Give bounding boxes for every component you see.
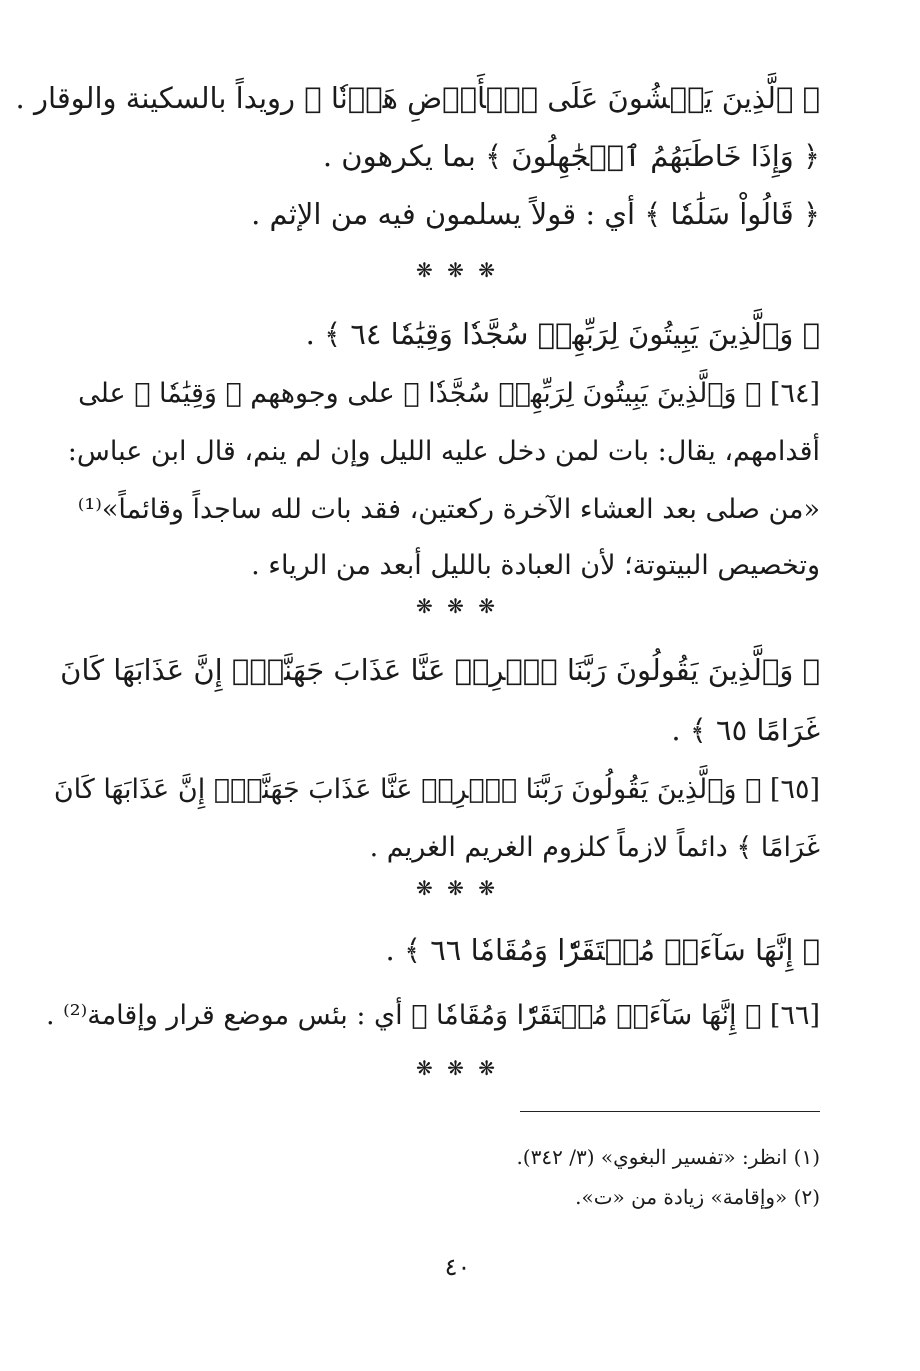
verse-line-walk-humbly: ﴿ ٱلَّذِينَ يَمۡشُونَ عَلَى ٱلۡأَرۡضِ هَوۡنٗا ﴾ رويداً بالسكينة والوقار .	[15, 81, 820, 115]
verse-64: ﴿ وَٱلَّذِينَ يَبِيتُونَ لِرَبِّهِمۡ سُجَّدٗا وَقِيَٰمٗا ٦٤ ﴾ .	[305, 317, 820, 351]
verse-line-say-peace: ﴿ قَالُواْ سَلَٰمٗا ﴾ أي : قولاً يسلمون فيه من الإثم .	[251, 197, 820, 231]
commentary-65-line-2: غَرَامًا ﴾ دائماً لازماً كلزوم الغريم الغريم .	[369, 832, 820, 863]
commentary-64-line-4: وتخصيص البيتوتة؛ لأن العبادة بالليل أبعد من الرياء .	[251, 550, 820, 581]
section-separator: ❋ ❋ ❋	[416, 1056, 499, 1080]
footnote-separator	[520, 1111, 820, 1112]
section-separator: ❋ ❋ ❋	[416, 876, 499, 900]
commentary-64-line-3: «من صلى بعد العشاء الآخرة ركعتين، فقد بات لله ساجداً وقائماً»⁽¹⁾	[77, 494, 820, 525]
book-page	[15, 62, 820, 1322]
section-separator: ❋ ❋ ❋	[416, 258, 499, 282]
footnote-2: (٢) «وإقامة» زيادة من «ت».	[575, 1185, 820, 1209]
verse-65-line-1: ﴿ وَٱلَّذِينَ يَقُولُونَ رَبَّنَا ٱصۡرِفۡ عَنَّا عَذَابَ جَهَنَّمَۖ إِنَّ عَذَابَهَا كَانَ	[60, 653, 820, 687]
verse-65-line-2: غَرَامًا ٦٥ ﴾ .	[671, 713, 820, 747]
verse-66: ﴿ إِنَّهَا سَآءَتۡ مُسۡتَقَرّٗا وَمُقَامٗا ٦٦ ﴾ .	[385, 933, 820, 967]
commentary-64-line-1: [٦٤] ﴿ وَٱلَّذِينَ يَبِيتُونَ لِرَبِّهِمۡ سُجَّدٗا ﴾ على وجوههم ﴿ وَقِيَٰمٗا ﴾ على	[78, 378, 820, 409]
commentary-66: [٦٦] ﴿ إِنَّهَا سَآءَتۡ مُسۡتَقَرّٗا وَمُقَامٗا ﴾ أي : بئس موضع قرار وإقامة⁽²⁾ .	[45, 1000, 820, 1031]
commentary-64-line-2: أقدامهم، يقال: بات لمن دخل عليه الليل وإن لم ينم، قال ابن عباس:	[67, 436, 820, 467]
page-number: ٤٠	[444, 1253, 471, 1281]
commentary-65-line-1: [٦٥] ﴿ وَٱلَّذِينَ يَقُولُونَ رَبَّنَا ٱصۡرِفۡ عَنَّا عَذَابَ جَهَنَّمَۖ إِنَّ عَذَابَهَا كَانَ	[53, 774, 820, 805]
verse-line-ignorant-address: ﴿ وَإِذَا خَاطَبَهُمُ ٱلۡجَٰهِلُونَ ﴾ بما يكرهون .	[322, 139, 820, 173]
section-separator: ❋ ❋ ❋	[416, 594, 499, 618]
footnote-1: (١) انظر: «تفسير البغوي» (٣/ ٣٤٢).	[516, 1145, 820, 1169]
